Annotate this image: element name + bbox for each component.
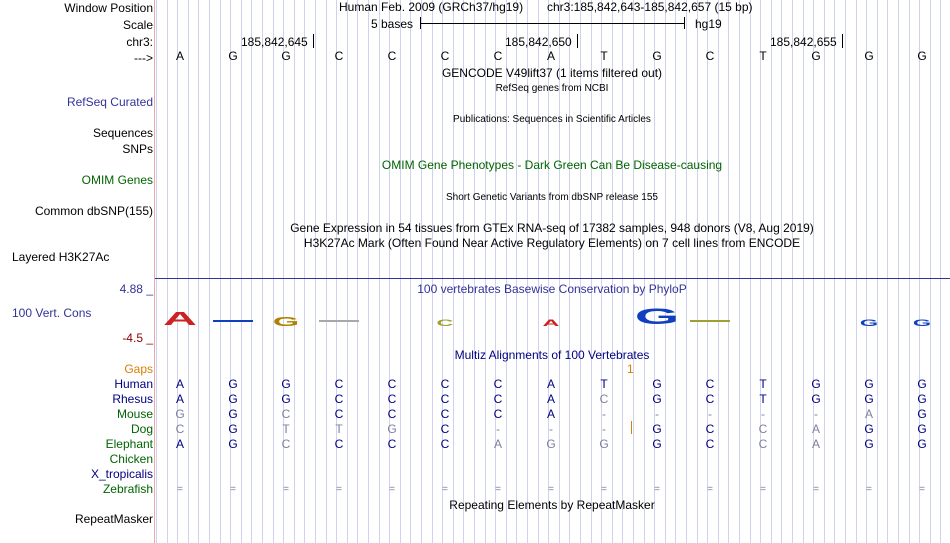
alignment-base: =: [919, 484, 925, 495]
alignment-base: =: [336, 484, 342, 495]
alignment-base: C: [387, 377, 397, 391]
alignment-base: A: [811, 437, 820, 451]
track-label-gaps[interactable]: Gaps: [124, 362, 153, 376]
alignment-base: C: [758, 422, 768, 436]
alignment-base: -: [549, 422, 553, 436]
grid-line: [612, 0, 613, 543]
track-label-dbsnp[interactable]: Common dbSNP(155): [34, 204, 153, 218]
conservation-logo-letter: A: [163, 309, 197, 329]
alignment-base: G: [228, 422, 238, 436]
alignment-base: C: [705, 437, 715, 451]
species-label[interactable]: Rhesus: [112, 392, 153, 406]
reference-base: C: [705, 49, 715, 63]
track-label-repeatmasker[interactable]: RepeatMasker: [74, 512, 153, 526]
reference-base: C: [440, 49, 450, 63]
alignment-base: A: [811, 422, 820, 436]
alignment-base: G: [228, 392, 238, 406]
alignment-base: C: [493, 407, 503, 421]
grid-line: [368, 0, 369, 543]
alignment-base: -: [655, 407, 659, 421]
alignment-base: A: [546, 377, 555, 391]
grid-line: [230, 0, 231, 543]
alignment-base: C: [493, 392, 503, 406]
strand-arrow-label[interactable]: --->: [134, 51, 153, 65]
alignment-base: =: [601, 484, 607, 495]
alignment-base: C: [334, 437, 344, 451]
alignment-base: =: [389, 484, 395, 495]
grid-line: [262, 0, 263, 543]
grid-line: [866, 0, 867, 543]
reference-base: G: [652, 49, 662, 63]
scale-text: 5 bases: [371, 17, 414, 31]
grid-line: [898, 0, 899, 543]
alignment-base: C: [175, 422, 185, 436]
track-label-phylop[interactable]: 100 Vert. Cons: [12, 306, 92, 320]
grid-line: [781, 0, 782, 543]
grid-line: [707, 0, 708, 543]
conservation-logo-letter: G: [912, 318, 932, 328]
coordinate-tick-mark-2: [577, 34, 578, 48]
alignment-base: C: [705, 377, 715, 391]
reference-base: G: [281, 49, 291, 63]
grid-line: [421, 0, 422, 543]
reference-base: C: [493, 49, 503, 63]
reference-base: G: [811, 49, 821, 63]
conservation-score-dash: [319, 320, 359, 322]
gap-insertion-marker: [631, 421, 632, 434]
alignment-base: =: [707, 484, 713, 495]
grid-line: [304, 0, 305, 543]
grid-line: [856, 0, 857, 543]
grid-line: [453, 0, 454, 543]
grid-line: [389, 0, 390, 543]
alignment-base: G: [546, 437, 556, 451]
alignment-base: C: [440, 407, 450, 421]
omim-track-title: OMIM Gene Phenotypes - Dark Green Can Be Disease-causing: [381, 158, 723, 172]
reference-base: C: [334, 49, 344, 63]
grid-line: [177, 0, 178, 543]
window-position-value: chr3:185,842,643-185,842,657 (15 bp): [547, 0, 753, 14]
grid-line: [940, 0, 941, 543]
alignment-base: -: [602, 407, 606, 421]
alignment-base: C: [440, 377, 450, 391]
reference-base: A: [175, 49, 184, 63]
alignment-base: C: [334, 407, 344, 421]
alignment-base: G: [652, 437, 662, 451]
grid-line: [792, 0, 793, 543]
grid-line: [803, 0, 804, 543]
grid-line: [813, 0, 814, 543]
phylop-track-title: 100 vertebrates Basewise Conservation by PhyloP: [417, 282, 687, 296]
coordinate-tick-3: 185,842,655: [770, 35, 837, 49]
conservation-logo-letter: G: [634, 304, 680, 329]
grid-line: [697, 0, 698, 543]
species-label[interactable]: X_tropicalis: [90, 467, 153, 481]
grid-line: [877, 0, 878, 543]
alignment-base: G: [864, 377, 874, 391]
grid-line: [241, 0, 242, 543]
alignment-base: A: [175, 392, 184, 406]
alignment-base: G: [281, 377, 291, 391]
alignment-base: C: [440, 437, 450, 451]
grid-line: [622, 0, 623, 543]
reference-base: G: [917, 49, 927, 63]
conservation-score-dash: [690, 320, 730, 322]
alignment-base: -: [602, 422, 606, 436]
alignment-base: C: [440, 392, 450, 406]
grid-line: [909, 0, 910, 543]
alignment-base: =: [548, 484, 554, 495]
alignment-base: G: [917, 377, 927, 391]
alignment-base: A: [546, 407, 555, 421]
grid-line: [273, 0, 274, 543]
grid-line: [654, 0, 655, 543]
grid-line: [633, 0, 634, 543]
track-label-h3k27ac[interactable]: Layered H3K27Ac: [12, 250, 110, 264]
scale-label: Scale: [122, 18, 153, 32]
alignment-base: C: [387, 392, 397, 406]
grid-line: [347, 0, 348, 543]
assembly-name: Human Feb. 2009 (GRCh37/hg19): [339, 0, 524, 14]
alignment-base: -: [761, 407, 765, 421]
alignment-base: T: [759, 377, 767, 391]
alignment-base: C: [705, 422, 715, 436]
conservation-logo-letter: C: [436, 318, 454, 328]
alignment-base: =: [230, 484, 236, 495]
grid-line: [919, 0, 920, 543]
conservation-score-dash: [213, 320, 253, 322]
alignment-base: =: [813, 484, 819, 495]
alignment-base: T: [335, 422, 343, 436]
grid-line: [485, 0, 486, 543]
conservation-logo-letter: G: [272, 314, 300, 329]
grid-line: [294, 0, 295, 543]
alignment-base: C: [387, 407, 397, 421]
alignment-base: G: [228, 407, 238, 421]
grid-line: [675, 0, 676, 543]
alignment-base: C: [599, 392, 609, 406]
grid-line: [463, 0, 464, 543]
species-label[interactable]: Elephant: [105, 437, 153, 451]
grid-line: [739, 0, 740, 543]
track-image-area[interactable]: [155, 0, 950, 543]
coordinate-tick-1: 185,842,645: [241, 35, 308, 49]
alignment-base: C: [705, 392, 715, 406]
grid-line: [824, 0, 825, 543]
reference-base: T: [759, 49, 767, 63]
phylop-min-label: -4.5 _: [122, 331, 153, 345]
coordinate-tick-mark-3: [842, 34, 843, 48]
grid-line: [644, 0, 645, 543]
alignment-base: -: [496, 422, 500, 436]
gencode-track-title: GENCODE V49lift37 (1 items filtered out): [441, 66, 663, 80]
grid-line: [410, 0, 411, 543]
alignment-base: C: [281, 437, 291, 451]
gtex-track-title: Gene Expression in 54 tissues from GTEx RNA-seq of 17382 samples, 948 donors (V8, Aug 2019): [290, 221, 814, 235]
alignment-base: G: [228, 377, 238, 391]
scale-db: hg19: [695, 17, 722, 31]
alignment-base: A: [175, 377, 184, 391]
grid-line: [665, 0, 666, 543]
coordinate-tick-mark-1: [313, 34, 314, 48]
grid-line: [686, 0, 687, 543]
alignment-base: C: [758, 437, 768, 451]
alignment-base: A: [493, 437, 502, 451]
grid-line: [771, 0, 772, 543]
chrom-label: chr3:: [126, 35, 153, 49]
grid-line: [442, 0, 443, 543]
dbsnp-track-title: Short Genetic Variants from dbSNP release 155: [446, 192, 658, 203]
reference-base: T: [600, 49, 608, 63]
alignment-base: C: [334, 377, 344, 391]
grid-line: [930, 0, 931, 543]
alignment-base: =: [760, 484, 766, 495]
grid-line: [728, 0, 729, 543]
publications-track-title: Publications: Sequences in Scientific Articles: [453, 114, 651, 125]
grid-line: [209, 0, 210, 543]
alignment-base: =: [442, 484, 448, 495]
alignment-base: T: [600, 377, 608, 391]
grid-line: [718, 0, 719, 543]
grid-line: [887, 0, 888, 543]
alignment-base: =: [283, 484, 289, 495]
track-label-column: [0, 0, 155, 543]
h3k27ac-track-title: H3K27Ac Mark (Often Found Near Active Regulatory Elements) on 7 cell lines from ENCODE: [303, 236, 801, 250]
alignment-base: G: [811, 377, 821, 391]
alignment-base: A: [864, 407, 873, 421]
alignment-base: G: [917, 422, 927, 436]
grid-line: [760, 0, 761, 543]
alignment-base: C: [440, 422, 450, 436]
alignment-base: =: [495, 484, 501, 495]
alignment-base: =: [866, 484, 872, 495]
species-label[interactable]: Chicken: [109, 452, 153, 466]
reference-base: A: [546, 49, 555, 63]
grid-line: [251, 0, 252, 543]
alignment-base: C: [281, 407, 291, 421]
alignment-base: G: [864, 422, 874, 436]
alignment-base: G: [917, 437, 927, 451]
alignment-base: C: [387, 437, 397, 451]
alignment-base: T: [282, 422, 290, 436]
species-label[interactable]: Zebrafish: [102, 482, 153, 496]
reference-base: G: [228, 49, 238, 63]
grid-line: [400, 0, 401, 543]
conservation-logo-letter: G: [859, 318, 879, 328]
alignment-base: =: [654, 484, 660, 495]
species-label[interactable]: Human: [114, 377, 153, 391]
alignment-base: G: [652, 377, 662, 391]
alignment-base: C: [334, 392, 344, 406]
alignment-base: G: [917, 407, 927, 421]
grid-line: [188, 0, 189, 543]
alignment-base: G: [387, 422, 397, 436]
reference-base: G: [864, 49, 874, 63]
alignment-base: =: [177, 484, 183, 495]
grid-line: [750, 0, 751, 543]
grid-line: [220, 0, 221, 543]
alignment-base: -: [708, 407, 712, 421]
reference-base: C: [387, 49, 397, 63]
track-group-separator: [155, 278, 950, 279]
phylop-max-label: 4.88 _: [119, 282, 153, 296]
alignment-base: G: [599, 437, 609, 451]
track-label-sequences[interactable]: Sequences: [92, 126, 153, 140]
alignment-base: G: [864, 392, 874, 406]
window-position-label: Window Position: [64, 1, 153, 15]
grid-line: [474, 0, 475, 543]
alignment-base: G: [652, 392, 662, 406]
grid-line: [379, 0, 380, 543]
alignment-base: C: [493, 377, 503, 391]
alignment-base: G: [864, 437, 874, 451]
species-label[interactable]: Mouse: [116, 407, 153, 421]
alignment-base: A: [175, 437, 184, 451]
species-label[interactable]: Dog: [130, 422, 153, 436]
alignment-base: G: [811, 392, 821, 406]
refseq-track-subtitle: RefSeq genes from NCBI: [495, 83, 609, 94]
grid-line: [315, 0, 316, 543]
alignment-base: A: [546, 392, 555, 406]
grid-line: [156, 0, 157, 543]
alignment-base: G: [228, 437, 238, 451]
alignment-base: G: [281, 392, 291, 406]
gap-count-marker: 1: [627, 362, 634, 376]
grid-line: [198, 0, 199, 543]
grid-line: [326, 0, 327, 543]
alignment-base: G: [652, 422, 662, 436]
grid-line: [336, 0, 337, 543]
coordinate-tick-2: 185,842,650: [505, 35, 572, 49]
conservation-logo-letter: A: [542, 318, 560, 328]
repeatmasker-track-title: Repeating Elements by RepeatMasker: [449, 498, 655, 512]
grid-line: [834, 0, 835, 543]
alignment-base: G: [175, 407, 185, 421]
alignment-base: G: [917, 392, 927, 406]
alignment-base: T: [759, 392, 767, 406]
grid-line: [357, 0, 358, 543]
grid-line: [283, 0, 284, 543]
grid-line: [845, 0, 846, 543]
grid-line: [432, 0, 433, 543]
grid-line: [167, 0, 168, 543]
multiz-track-title: Multiz Alignments of 100 Vertebrates: [454, 348, 650, 362]
track-label-omim[interactable]: OMIM Genes: [81, 173, 153, 187]
track-label-refseq[interactable]: RefSeq Curated: [66, 95, 153, 109]
alignment-base: -: [814, 407, 818, 421]
track-label-snps[interactable]: SNPs: [122, 142, 153, 156]
